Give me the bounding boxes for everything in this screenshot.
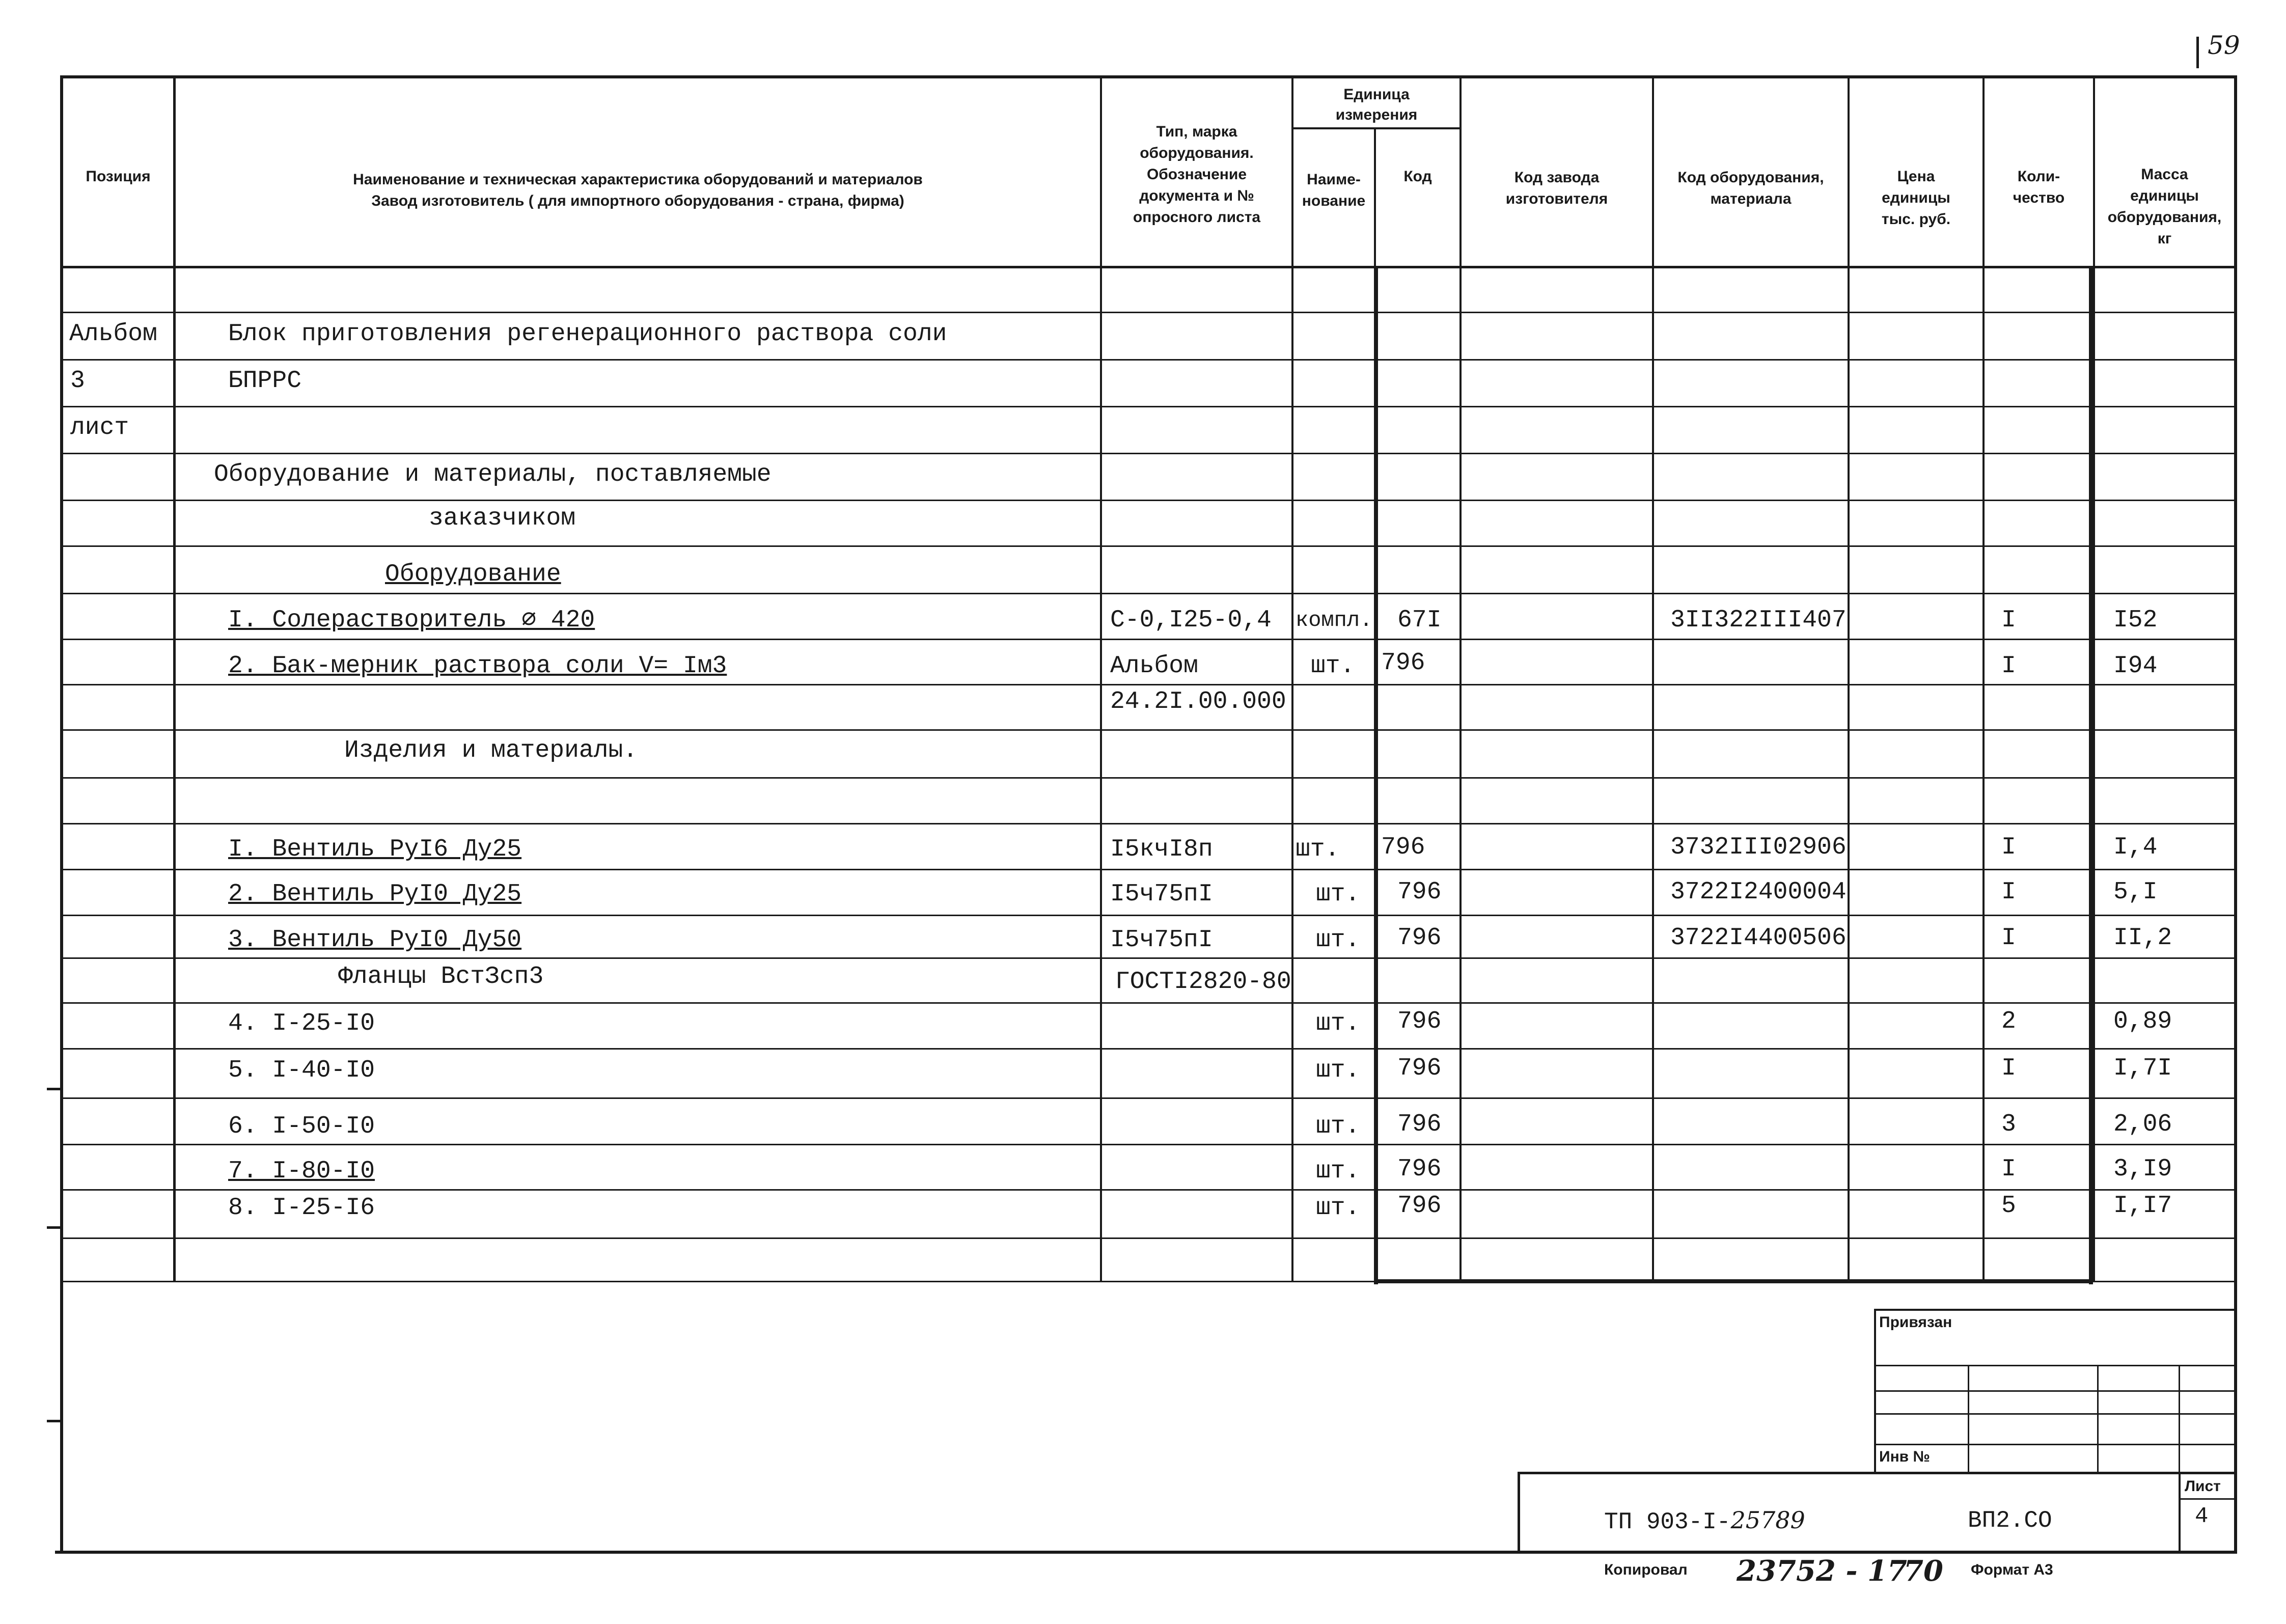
item-flange-7-unit: шт.	[1316, 1158, 1360, 1185]
header-mass: Масса единицы оборудования, кг	[2107, 166, 2222, 247]
item-valve-1-mass: I,4	[2113, 834, 2158, 861]
item-flange-6-mass: 2,06	[2113, 1111, 2172, 1138]
item-valve-3-mass: II,2	[2113, 924, 2172, 952]
item-flange-5-name: 5. I-40-I0	[228, 1057, 375, 1084]
item-valve-3-unit: шт.	[1316, 926, 1360, 954]
item-flange-6-unit: шт.	[1316, 1113, 1360, 1140]
header-equipment-code: Код оборудования, материала	[1677, 169, 1824, 207]
item-flange-8-name: 8. I-25-I6	[228, 1194, 375, 1222]
item-salt-dissolver-eqcode: 3II322III407	[1670, 607, 1847, 634]
item-valve-1-eqcode: 3732III02906	[1670, 834, 1847, 861]
item-valve-2-mass: 5,I	[2113, 878, 2158, 906]
item-flange-8-unit: шт.	[1316, 1194, 1360, 1222]
item-measuring-tank-mass: I94	[2113, 652, 2158, 680]
item-flange-4-qty: 2	[2001, 1008, 2016, 1035]
item-measuring-tank-name: 2. Бак-мерник раствора соли V= Iм3	[228, 652, 727, 680]
page-mark: 59	[2208, 31, 2240, 60]
header-type: Тип, марка оборудования. Обозначение документа и № опросного листа	[1133, 123, 1261, 226]
item-valve-1-code: 796	[1381, 834, 1425, 861]
item-valve-2-qty: I	[2001, 878, 2016, 906]
item-measuring-tank-code: 796	[1381, 649, 1425, 677]
item-flange-4-mass: 0,89	[2113, 1008, 2172, 1035]
item-flange-4-code: 796	[1397, 1008, 1442, 1035]
row-album-number: 3	[70, 367, 85, 395]
item-valve-1-name: I. Вентиль РуI6 Ду25	[228, 836, 522, 863]
item-salt-dissolver-name: I. Солерастворитель ∅ 420	[228, 607, 595, 634]
document-code: ТП 903-I-25789	[1604, 1506, 1805, 1535]
item-flange-7-qty: I	[2001, 1155, 2016, 1183]
item-flange-7-code: 796	[1397, 1155, 1442, 1183]
subsection-products-materials: Изделия и материалы.	[344, 737, 638, 764]
item-valve-3-code: 796	[1397, 924, 1442, 952]
document-mark: ВП2.СО	[1968, 1507, 2052, 1534]
item-flange-5-qty: I	[2001, 1055, 2016, 1082]
item-salt-dissolver-unit: компл.	[1296, 608, 1373, 632]
item-flange-8-qty: 5	[2001, 1192, 2016, 1220]
item-valve-3-qty: I	[2001, 924, 2016, 952]
item-valve-2-unit: шт.	[1316, 880, 1360, 908]
item-measuring-tank-qty: I	[2001, 652, 2016, 680]
item-flange-5-code: 796	[1397, 1055, 1442, 1082]
sheet-number: 4	[2195, 1504, 2209, 1529]
item-valve-2-type: I5ч75пI	[1110, 880, 1213, 908]
item-valve-2-code: 796	[1397, 878, 1442, 906]
copy-number: 23752 - 17	[1737, 1554, 1907, 1588]
inventory-number-label: Инв №	[1879, 1448, 1930, 1465]
item-valve-3-type: I5ч75пI	[1110, 926, 1213, 954]
item-flange-4-name: 4. I-25-I0	[228, 1010, 375, 1037]
item-valve-3-eqcode: 3722I4400506	[1670, 924, 1847, 952]
copied-by-label: Копировал	[1604, 1561, 1688, 1578]
item-flange-6-code: 796	[1397, 1111, 1442, 1138]
row-sheet-label: лист	[70, 414, 129, 442]
item-salt-dissolver-code: 67I	[1397, 607, 1442, 634]
item-valve-1-qty: I	[2001, 834, 2016, 861]
item-valve-2-name: 2. Вентиль РуI0 Ду25	[228, 880, 522, 908]
header-unit-name: Наиме- нование	[1302, 171, 1366, 209]
binding-label: Привязан	[1879, 1314, 1952, 1331]
header-plant-code: Код завода изготовителя	[1505, 169, 1608, 207]
item-valve-1-type: I5кчI8п	[1110, 836, 1213, 863]
subsection-equipment: Оборудование	[385, 561, 561, 588]
flanges-standard: ГОСТI2820-80	[1115, 968, 1291, 996]
sheet-label: Лист	[2185, 1478, 2221, 1495]
paper-format: Формат А3	[1971, 1561, 2053, 1578]
item-flange-5-mass: I,7I	[2113, 1055, 2172, 1082]
item-flange-6-qty: 3	[2001, 1111, 2016, 1138]
item-flange-7-name: 7. I-80-I0	[228, 1158, 375, 1185]
header-unit-code: Код	[1403, 168, 1432, 185]
row-block-abbrev: БПРРС	[228, 367, 302, 395]
item-valve-3-name: 3. Вентиль РуI0 Ду50	[228, 926, 522, 954]
copy-count: 70	[1904, 1554, 1943, 1588]
item-valve-2-eqcode: 3722I2400004	[1670, 878, 1847, 906]
item-flange-7-mass: 3,I9	[2113, 1155, 2172, 1183]
row-album-position: Альбом	[69, 320, 157, 348]
flanges-heading: Фланцы ВстЗсп3	[338, 963, 544, 990]
item-measuring-tank-unit: шт.	[1311, 652, 1355, 680]
section-customer-supplied-cont: заказчиком	[429, 505, 576, 532]
item-salt-dissolver-mass: I52	[2113, 607, 2158, 634]
item-salt-dissolver-type: С-0,I25-0,4	[1110, 607, 1272, 634]
header-unit: Единица измерения	[1335, 86, 1418, 123]
row-block-title: Блок приготовления регенерационного раствора соли	[228, 320, 947, 348]
header-quantity: Коли- чество	[2013, 168, 2065, 206]
item-flange-6-name: 6. I-50-I0	[228, 1113, 375, 1140]
item-valve-1-unit: шт.	[1296, 836, 1340, 863]
item-flange-8-mass: I,I7	[2113, 1192, 2172, 1220]
item-flange-4-unit: шт.	[1316, 1010, 1360, 1037]
item-flange-8-code: 796	[1397, 1192, 1442, 1220]
item-flange-5-unit: шт.	[1316, 1057, 1360, 1084]
header-name: Наименование и техническая характеристика оборудований и материалов Завод изготовитель ( для импортного оборудования - страна, фирма)	[353, 171, 923, 209]
item-salt-dissolver-qty: I	[2001, 607, 2016, 634]
item-measuring-tank-type: Альбом	[1110, 652, 1198, 680]
section-customer-supplied: Оборудование и материалы, поставляемые	[214, 461, 772, 488]
header-price: Цена единицы тыс. руб.	[1881, 168, 1951, 228]
item-measuring-tank-type-cont: 24.2I.00.000	[1110, 688, 1286, 715]
header-position: Позиция	[86, 168, 151, 185]
